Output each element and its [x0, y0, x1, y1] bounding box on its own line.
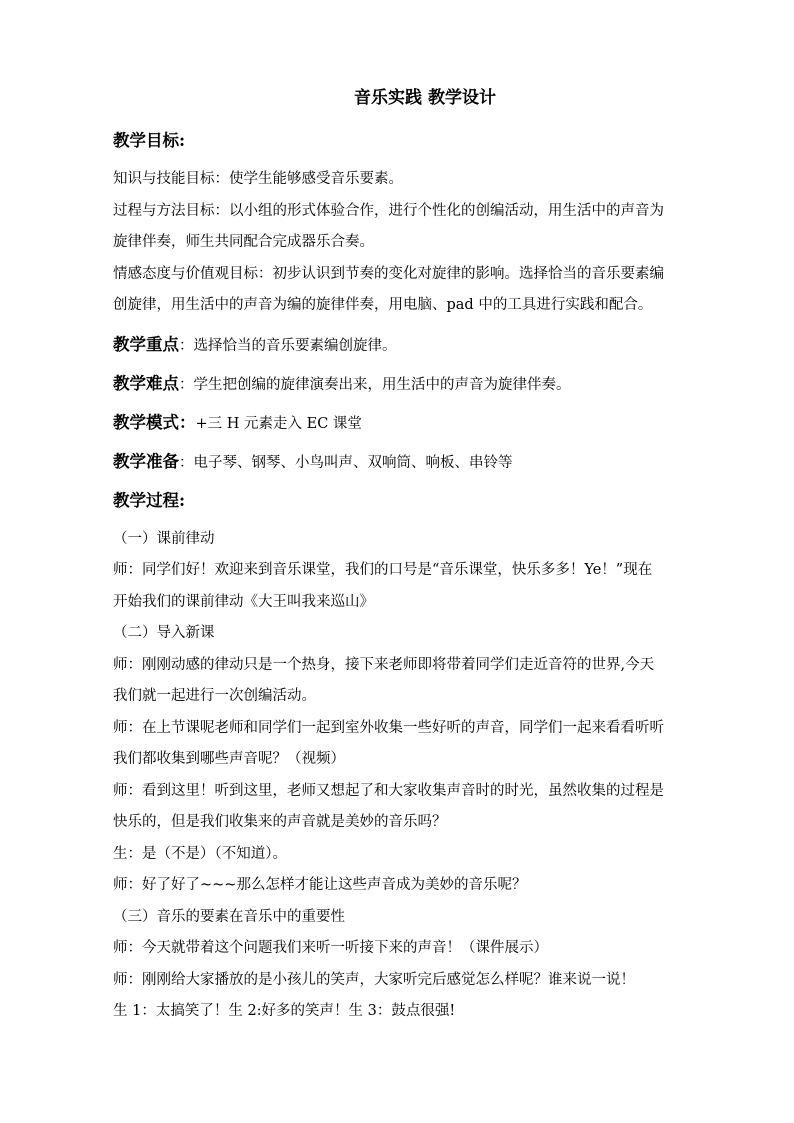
preparation-row	[113, 449, 719, 476]
document-page	[113, 84, 719, 1028]
process-line: 师：刚刚给大家播放的是小孩儿的笑声，大家听完后感觉怎么样呢？谁来说一说！	[113, 971, 635, 988]
difficulty-text: ：学生把创编的旋律演奏出来，用生活中的声音为旋律伴奏。	[179, 376, 571, 393]
mode-row	[113, 410, 719, 437]
process-line: 师：刚刚动感的律动只是一个热身，接下来老师即将带着同学们走近音符的世界,今天	[113, 656, 655, 673]
process-section-title: （二）导入新课	[113, 625, 215, 641]
mode-text: +三 H 元素走入 EC 课堂	[195, 415, 362, 432]
difficulty-row	[113, 371, 719, 398]
document-title: 音乐实践 教学设计	[354, 88, 496, 108]
objectives-line: 创旋律，用生活中的声音为编的旋律伴奏，用电脑、pad 中的工具进行实践和配合。	[113, 297, 653, 313]
preparation-text: ：电子琴、钢琴、小鸟叫声、双响筒、响板、串铃等	[179, 454, 513, 471]
process-line: 师：同学们好！欢迎来到音乐课堂，我们的口号是“音乐课堂，快乐多多！Ye！”现在	[113, 562, 653, 578]
objectives-line: 知识与技能目标：使学生能够感受音乐要素。	[113, 171, 403, 187]
process-line: 快乐的，但是我们收集来的声音就是美妙的音乐吗？	[113, 814, 447, 830]
process-line: 师：今天就带着这个问题我们来听一听接下来的声音！（课件展示）	[113, 940, 548, 956]
objectives-line: 过程与方法目标：以小组的形式体验合作，进行个性化的创编活动，用生活中的声音为	[113, 202, 664, 219]
key-point-row	[113, 332, 719, 359]
difficulty-label: 教学难点	[113, 373, 179, 393]
objectives-line: 旋律伴奏，师生共同配合完成器乐合奏。	[113, 234, 374, 250]
key-point-text: ：选择恰当的音乐要素编创旋律。	[179, 337, 397, 354]
process-line: 师：好了好了~~~那么怎样才能让这些声音成为美妙的音乐呢？	[113, 877, 527, 893]
process-section-title: （三）音乐的要素在音乐中的重要性	[113, 908, 345, 925]
process-line: 我们就一起进行一次创编活动。	[113, 688, 316, 704]
key-point-label: 教学重点	[113, 334, 179, 354]
process-heading: 教学过程:	[113, 490, 186, 510]
process-section-title: （一）课前律动	[113, 530, 215, 547]
mode-label: 教学模式：	[113, 412, 196, 432]
preparation-label: 教学准备	[113, 451, 179, 471]
process-line: 师：看到这里！听到这里，老师又想起了和大家收集声音时的时光，虽然收集的过程是	[113, 782, 664, 799]
objectives-line: 情感态度与价值观目标：初步认识到节奏的变化对旋律的影响。选择恰当的音乐要素编	[113, 265, 664, 282]
process-line: 生：是（不是）（不知道）。	[113, 845, 287, 862]
objectives-heading: 教学目标:	[113, 131, 186, 150]
process-line: 开始我们的课前律动《大王叫我来巡山》	[113, 593, 374, 610]
process-line: 生 1：太搞笑了！生 2:好多的笑声！生 3：鼓点很强!	[113, 1003, 456, 1019]
process-line: 我们都收集到哪些声音呢？（视频）	[113, 751, 345, 767]
process-line: 师：在上节课呢老师和同学们一起到室外收集一些好听的声音，同学们一起来看看听听	[113, 719, 664, 736]
